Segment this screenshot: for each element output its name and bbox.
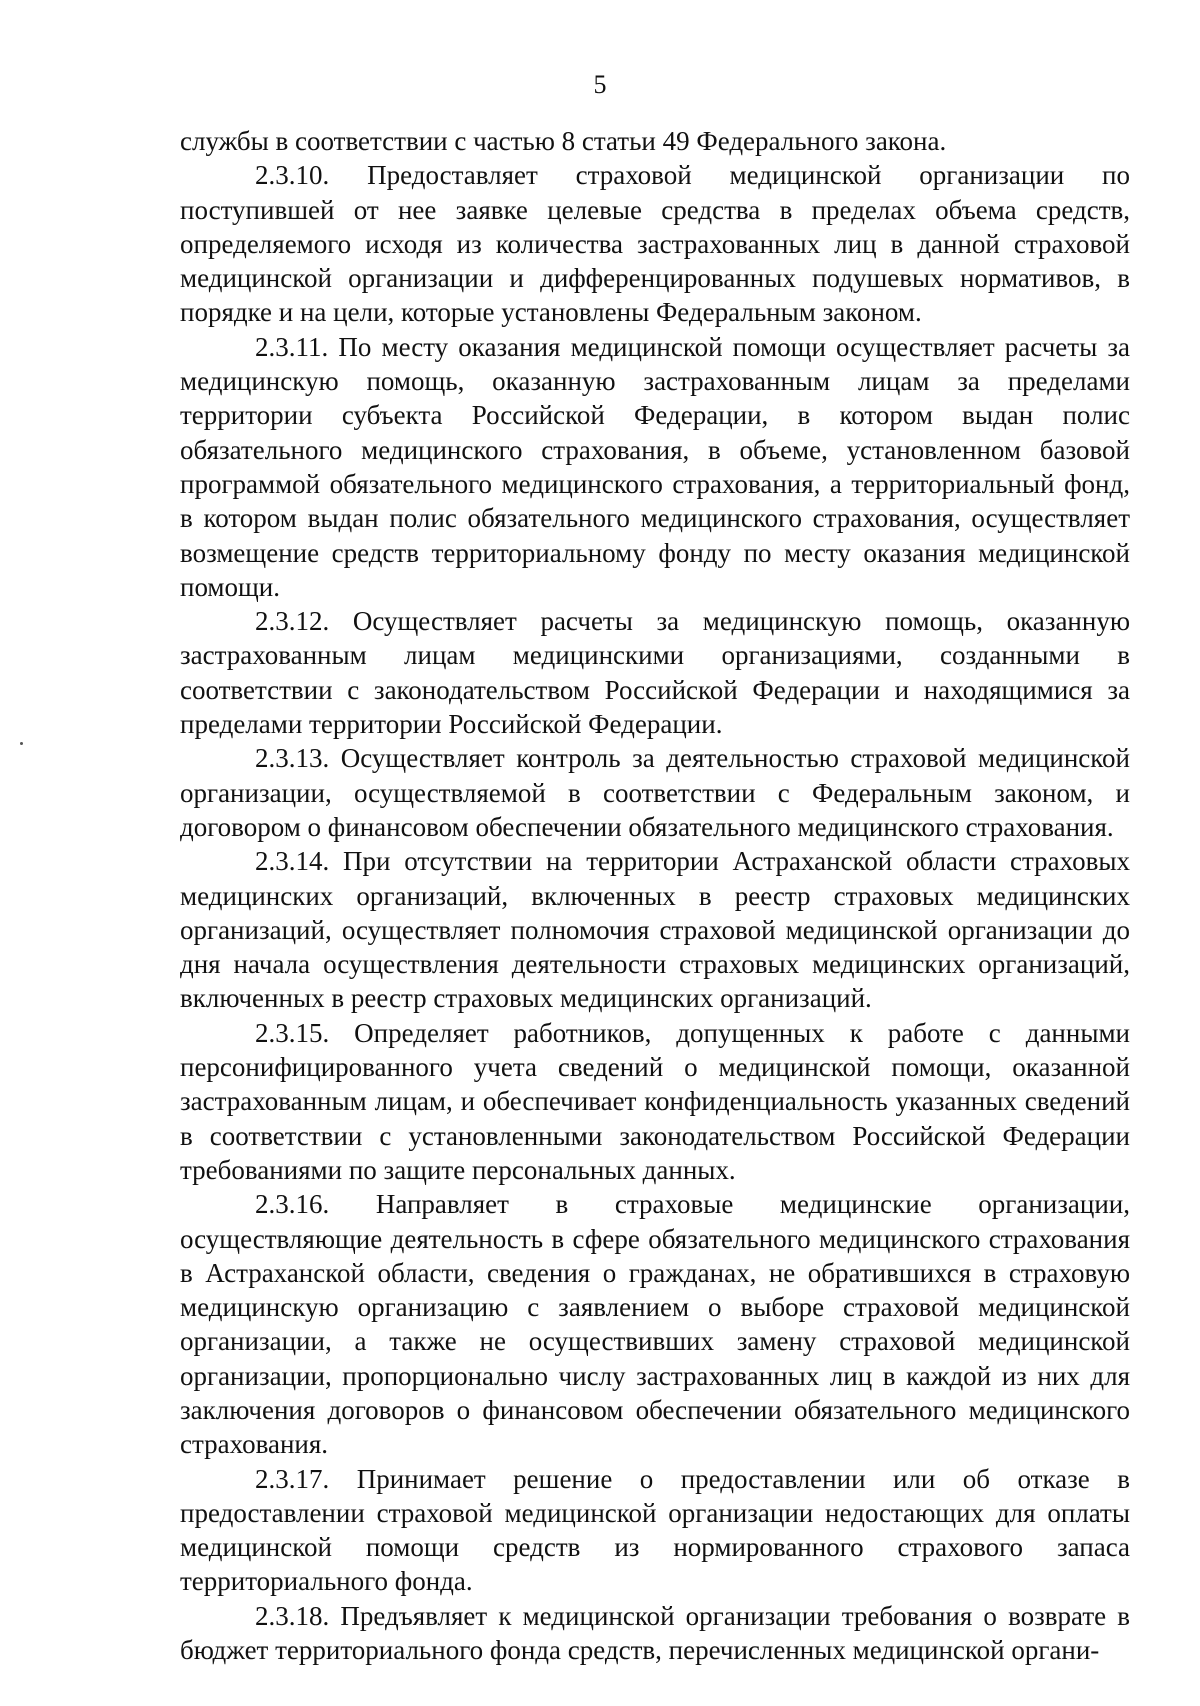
paragraph-2-3-12: 2.3.12. Осуществляет расчеты за медицинскую помощь, оказанную застрахованным лицам медицинскими организациями, созданными в соответствии с законодательством Российской Федерации и находящимися за пределами территории Российской Федерации.	[180, 606, 1130, 740]
paragraph-2-3-10: 2.3.10. Предоставляет страховой медицинской организации по поступившей от нее заявке целевые средства в пределах объема средств, определяемого исходя из количества застрахованных лиц в данной страховой медицинской организации и дифференцированных подушевых нормативов, в порядке и на цели, которые установлены Федеральным законом.	[180, 160, 1130, 328]
paragraph-2-3-13: 2.3.13. Осуществляет контроль за деятельностью страховой медицинской организации, осуществляемой в соответствии с Федеральным законом, и договором о финансовом обеспечении обязательного медицинского страхования.	[180, 743, 1130, 842]
paragraph-2-3-15: 2.3.15. Определяет работников, допущенных к работе с данными персонифицированного учета сведений о медицинской помощи, оказанной застрахованным лицам, и обеспечивает конфиденциальность указанных сведений в соответствии с установленными законодательством Российской Федерации требованиями по защите персональных данных.	[180, 1017, 1130, 1185]
scan-speck	[20, 742, 23, 745]
paragraph-2-3-14: 2.3.14. При отсутствии на территории Астраханской области страховых медицинских организаций, включенных в реестр страховых медицинских организаций, осуществляет полномочия страховой медицинской организации до дня начала осуществления деятельности страховых медицинских организаций, включенных в реестр страховых медицинских организаций.	[180, 846, 1130, 1014]
paragraph-2-3-11: 2.3.11. По месту оказания медицинской помощи осуществляет расчеты за медицинскую помощь, оказанную застрахованным лицам за пределами территории субъекта Российской Федерации, в котором выдан полис обязательного медицинского страхования, в объеме, установленном базовой программой обязательного медицинского страхования, а территориальный фонд, в котором выдан полис обязательного медицинского страхования, осуществляет возмещение средств территориальному фонду по месту оказания медицинской помощи.	[180, 331, 1130, 602]
paragraph-2-3-18: 2.3.18. Предъявляет к медицинской организации требования о возврате в бюджет территориального фонда средств, перечисленных медицинской органи-	[180, 1600, 1130, 1666]
paragraph-2-3-16: 2.3.16. Направляет в страховые медицинские организации, осуществляющие деятельность в сфере обязательного медицинского страхования в Астраханской области, сведения о гражданах, не обратившихся в страховую медицинскую организацию с заявлением о выборе страховой медицинской организации, а также не осуществивших замену страховой медицинской организации, пропорционально числу застрахованных лиц в каждой из них для заключения договоров о финансовом обеспечении обязательного медицинского страхования.	[180, 1189, 1130, 1460]
paragraph-continuation: службы в соответствии с частью 8 статьи 49 Федерального закона.	[180, 126, 947, 156]
page-number: 5	[593, 70, 607, 99]
paragraph-2-3-17: 2.3.17. Принимает решение о предоставлении или об отказе в предоставлении страховой медицинской организации недостающих для оплаты медицинской помощи средств из нормированного страхового запаса территориального фонда.	[180, 1463, 1130, 1597]
document-body	[180, 124, 1130, 1667]
